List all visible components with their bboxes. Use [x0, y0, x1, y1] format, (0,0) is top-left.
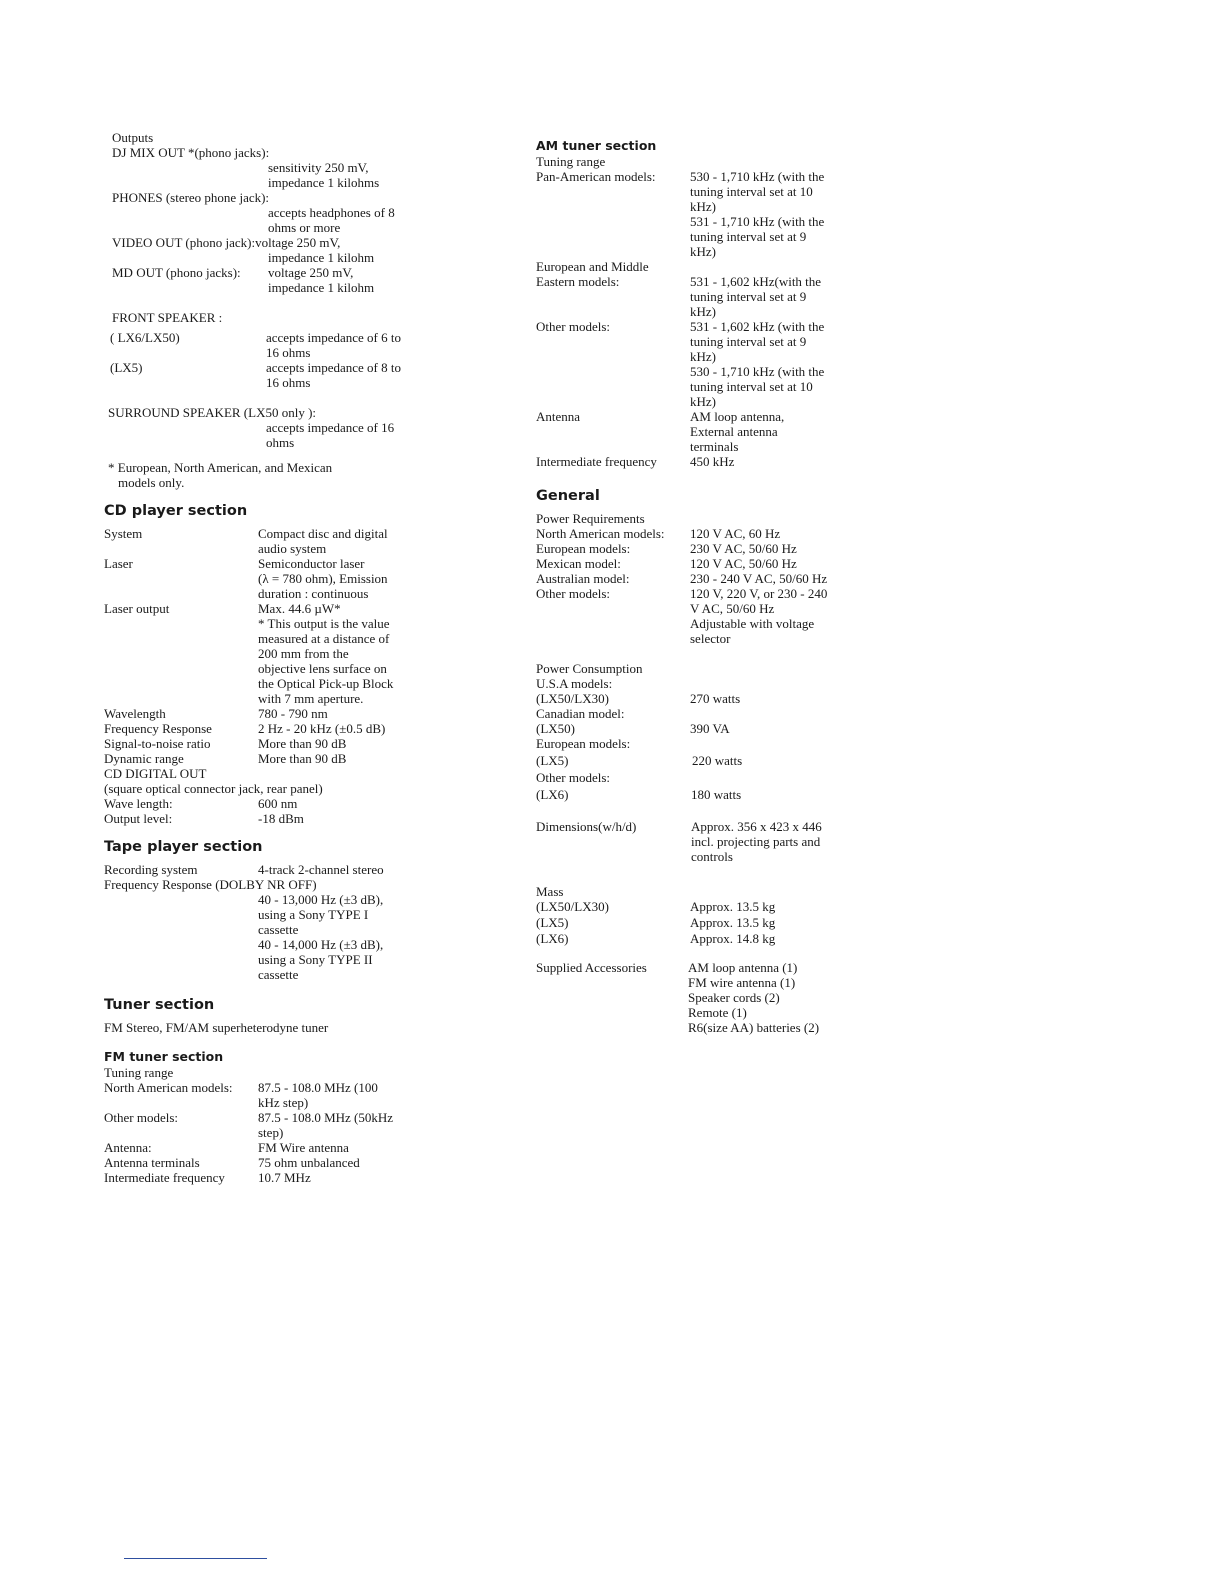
- power-european-row: [536, 541, 866, 556]
- cd-digital-out-desc: (square optical connector jack, rear panel): [104, 781, 323, 796]
- spec-line: cassette: [258, 967, 299, 982]
- spec-line: 120 V, 220 V, or 230 - 240: [690, 586, 828, 601]
- spec-label: MD OUT (phono jacks):: [112, 265, 241, 280]
- spec-value: Approx. 13.5 kg: [690, 915, 776, 930]
- mass-lx5-row: [536, 915, 866, 930]
- spec-line: 531 - 1,710 kHz (with the: [690, 214, 825, 229]
- spec-line: * This output is the value: [258, 616, 390, 631]
- spec-label: Other models:: [104, 1110, 179, 1125]
- spec-line: AM loop antenna,: [690, 409, 785, 424]
- spec-line: 531 - 1,602 kHz (with the: [690, 319, 825, 334]
- dimensions-row: [536, 819, 866, 864]
- consumption-usa-row: [536, 691, 866, 706]
- cd-system-row: [104, 526, 434, 556]
- spec-line: tuning interval set at 9: [690, 229, 807, 244]
- tuner-description: FM Stereo, FM/AM superheterodyne tuner: [104, 1020, 329, 1035]
- video-out-row: [104, 235, 434, 250]
- spec-label: Intermediate frequency: [104, 1170, 225, 1185]
- spec-label: Wavelength: [104, 706, 166, 721]
- am-tuning-range: Tuning range: [536, 154, 606, 169]
- spec-label: Antenna:: [104, 1140, 152, 1155]
- spec-label: (LX5): [536, 753, 569, 768]
- cd-frequency-row: [104, 721, 434, 736]
- spec-line: 87.5 - 108.0 MHz (100: [258, 1080, 378, 1095]
- spec-line: tuning interval set at 9: [690, 334, 807, 349]
- other-models-label: Other models:: [536, 770, 611, 785]
- spec-values: [690, 274, 866, 319]
- tape-recording-row: [104, 862, 434, 877]
- spec-value: -18 dBm: [258, 811, 304, 826]
- consumption-canadian-row: [536, 721, 866, 736]
- spec-line: 87.5 - 108.0 MHz (50kHz: [258, 1110, 394, 1125]
- spec-line: selector: [690, 631, 731, 646]
- spec-line: Max. 44.6 µW*: [258, 601, 341, 616]
- spec-label: ( LX6/LX50): [110, 330, 180, 345]
- cd-output-level-row: [104, 811, 434, 826]
- cd-section-title: CD player section: [104, 503, 248, 519]
- mass-lx6-row: [536, 931, 866, 946]
- spec-line: Speaker cords (2): [688, 990, 780, 1005]
- cd-laser-row: [104, 556, 434, 601]
- spec-label: (LX50/LX30): [536, 899, 609, 914]
- spec-label: Antenna terminals: [104, 1155, 200, 1170]
- spec-line: terminals: [690, 439, 739, 454]
- spec-values: [258, 1080, 434, 1110]
- footer-rule: [124, 1558, 267, 1559]
- mass-heading: Mass: [536, 884, 564, 899]
- mass-lx50-row: [536, 899, 866, 914]
- spec-line: (λ = 780 ohm), Emission: [258, 571, 388, 586]
- spec-label: North American models:: [536, 526, 665, 541]
- spec-line: sensitivity 250 mV,: [268, 160, 369, 175]
- spec-label: (LX50): [536, 721, 575, 736]
- spec-values: [691, 819, 866, 864]
- spec-values: [690, 409, 866, 454]
- spec-value: 270 watts: [690, 691, 741, 706]
- spec-line: 530 - 1,710 kHz (with the: [690, 364, 825, 379]
- spec-label: European models:: [536, 541, 631, 556]
- spec-value: 2 Hz - 20 kHz (±0.5 dB): [258, 721, 386, 736]
- surround-values: [104, 420, 434, 450]
- spec-value: voltage 250 mV,: [255, 235, 341, 250]
- spec-label: Supplied Accessories: [536, 960, 647, 975]
- spec-value: More than 90 dB: [258, 736, 347, 751]
- spec-values: [258, 1110, 434, 1140]
- spec-value: Approx. 14.8 kg: [690, 931, 776, 946]
- right-column: [536, 138, 866, 1035]
- accessories-row: [536, 960, 866, 1035]
- spec-value: 450 kHz: [690, 454, 735, 469]
- spec-label: Output level:: [104, 811, 173, 826]
- spec-line: 16 ohms: [266, 345, 311, 360]
- spec-value: 120 V AC, 50/60 Hz: [690, 556, 797, 571]
- general-section-title: General: [536, 488, 600, 504]
- spec-value: 120 V AC, 60 Hz: [690, 526, 781, 541]
- spec-line: R6(size AA) batteries (2): [688, 1020, 820, 1035]
- spec-values: [258, 526, 434, 556]
- spec-label: Wave length:: [104, 796, 173, 811]
- footnote: [104, 460, 434, 490]
- front-speaker-lx5-row: [104, 360, 434, 390]
- spec-line: Semiconductor laser: [258, 556, 365, 571]
- usa-models-label: U.S.A models:: [536, 676, 613, 691]
- spec-value: Approx. 13.5 kg: [690, 899, 776, 914]
- am-eastern-row: [536, 274, 866, 319]
- spec-label: Recording system: [104, 862, 198, 877]
- cd-wave-length-row: [104, 796, 434, 811]
- spec-label: Australian model:: [536, 571, 630, 586]
- spec-line: measured at a distance of: [258, 631, 390, 646]
- spec-value: 75 ohm unbalanced: [258, 1155, 360, 1170]
- spec-line: 531 - 1,602 kHz(with the: [690, 274, 822, 289]
- cd-dynamic-row: [104, 751, 434, 766]
- fm-north-american-row: [104, 1080, 434, 1110]
- spec-line: using a Sony TYPE I: [258, 907, 369, 922]
- spec-value: 390 VA: [690, 721, 730, 736]
- fm-other-row: [104, 1110, 434, 1140]
- spec-label: Laser output: [104, 601, 170, 616]
- phones-label: PHONES (stereo phone jack):: [112, 190, 270, 205]
- cd-snr-row: [104, 736, 434, 751]
- spec-line: 200 mm from the: [258, 646, 349, 661]
- spec-line: kHz step): [258, 1095, 309, 1110]
- spec-line: ohms or more: [268, 220, 341, 235]
- spec-label: Dynamic range: [104, 751, 184, 766]
- spec-line: tuning interval set at 10: [690, 184, 813, 199]
- am-section-title: AM tuner section: [536, 138, 657, 153]
- power-other-row: [536, 586, 866, 646]
- spec-line: controls: [691, 849, 733, 864]
- tuner-section-title: Tuner section: [104, 997, 215, 1013]
- spec-line: accepts impedance of 8 to: [266, 360, 401, 375]
- spec-values: [266, 360, 434, 390]
- footnote-line: models only.: [118, 475, 185, 490]
- spec-label: (LX6): [536, 787, 569, 802]
- spec-value: 230 V AC, 50/60 Hz: [690, 541, 797, 556]
- spec-value: FM Wire antenna: [258, 1140, 349, 1155]
- spec-line: 40 - 13,000 Hz (±3 dB),: [258, 892, 384, 907]
- spec-value: 180 watts: [691, 787, 742, 802]
- tape-frequency-values: [104, 892, 434, 982]
- canadian-model-label: Canadian model:: [536, 706, 625, 721]
- spec-values: [690, 169, 866, 259]
- am-european-heading: European and Middle: [536, 259, 649, 274]
- european-models-label: European models:: [536, 736, 631, 751]
- tape-section-title: Tape player section: [104, 839, 263, 855]
- spec-line: objective lens surface on: [258, 661, 387, 676]
- spec-line: accepts impedance of 16: [266, 420, 395, 435]
- spec-line: Adjustable with voltage: [690, 616, 815, 631]
- power-north-american-row: [536, 526, 866, 541]
- spec-line: with 7 mm aperture.: [258, 691, 364, 706]
- spec-value: 230 - 240 V AC, 50/60 Hz: [690, 571, 828, 586]
- power-requirements-heading: Power Requirements: [536, 511, 645, 526]
- spec-line: External antenna: [690, 424, 778, 439]
- spec-label: (LX6): [536, 931, 569, 946]
- left-column: [104, 130, 434, 1185]
- dj-mix-values: [104, 160, 434, 190]
- cd-digital-out: CD DIGITAL OUT: [104, 766, 207, 781]
- spec-label: Other models:: [536, 319, 611, 334]
- spec-values: [690, 586, 866, 646]
- tape-frequency-heading: Frequency Response (DOLBY NR OFF): [104, 877, 317, 892]
- spec-value: More than 90 dB: [258, 751, 347, 766]
- spec-line: V AC, 50/60 Hz: [690, 601, 775, 616]
- spec-line: kHz): [690, 304, 716, 319]
- spec-line: impedance 1 kilohms: [268, 175, 380, 190]
- fm-terminals-row: [104, 1155, 434, 1170]
- spec-line: Remote (1): [688, 1005, 747, 1020]
- am-pan-american-row: [536, 169, 866, 259]
- spec-line: tuning interval set at 10: [690, 379, 813, 394]
- spec-value: 10.7 MHz: [258, 1170, 311, 1185]
- spec-line: 40 - 14,000 Hz (±3 dB),: [258, 937, 384, 952]
- am-other-row: [536, 319, 866, 409]
- spec-label: North American models:: [104, 1080, 233, 1095]
- fm-if-row: [104, 1170, 434, 1185]
- spec-label: (LX50/LX30): [536, 691, 609, 706]
- spec-line: 530 - 1,710 kHz (with the: [690, 169, 825, 184]
- spec-label: Frequency Response: [104, 721, 212, 736]
- spec-line: duration : continuous: [258, 586, 369, 601]
- spec-label: Mexican model:: [536, 556, 621, 571]
- spec-line: tuning interval set at 9: [690, 289, 807, 304]
- spec-values: [258, 556, 434, 601]
- spec-values: [688, 960, 866, 1035]
- spec-value: 4-track 2-channel stereo: [258, 862, 384, 877]
- spec-line: audio system: [258, 541, 327, 556]
- spec-label: Pan-American models:: [536, 169, 656, 184]
- spec-line: Compact disc and digital: [258, 526, 388, 541]
- fm-antenna-row: [104, 1140, 434, 1155]
- spec-line: voltage 250 mV,: [268, 265, 354, 280]
- surround-speaker-label: SURROUND SPEAKER (LX50 only ):: [108, 405, 317, 420]
- spec-value: 600 nm: [258, 796, 298, 811]
- outputs-heading: Outputs: [112, 130, 154, 145]
- spec-line: incl. projecting parts and: [691, 834, 821, 849]
- am-if-row: [536, 454, 866, 469]
- spec-label: Other models:: [536, 586, 611, 601]
- spec-line: AM loop antenna (1): [688, 960, 798, 975]
- cd-laser-output-row: [104, 601, 434, 706]
- spec-line: accepts impedance of 6 to: [266, 330, 401, 345]
- spec-line: the Optical Pick-up Block: [258, 676, 394, 691]
- spec-line: impedance 1 kilohm: [268, 280, 375, 295]
- spec-label: VIDEO OUT (phono jack):: [112, 235, 256, 250]
- front-speaker-heading: FRONT SPEAKER :: [112, 310, 223, 325]
- spec-line: kHz): [690, 394, 716, 409]
- spec-line: step): [258, 1125, 284, 1140]
- spec-label: (LX5): [110, 360, 143, 375]
- spec-label: Eastern models:: [536, 274, 620, 289]
- front-speaker-lx6-row: [104, 330, 434, 360]
- spec-label: Dimensions(w/h/d): [536, 819, 637, 834]
- spec-line: Approx. 356 x 423 x 446: [691, 819, 822, 834]
- spec-line: kHz): [690, 244, 716, 259]
- fm-tuning-range: Tuning range: [104, 1065, 174, 1080]
- spec-label: (LX5): [536, 915, 569, 930]
- phones-values: [104, 205, 434, 235]
- spec-line: impedance 1 kilohm: [268, 250, 375, 265]
- power-consumption-heading: Power Consumption: [536, 661, 643, 676]
- am-antenna-row: [536, 409, 866, 454]
- spec-line: ohms: [266, 435, 295, 450]
- spec-values: [266, 330, 434, 360]
- spec-values: [258, 601, 434, 706]
- consumption-other-row: [536, 787, 866, 802]
- consumption-european-row: [536, 753, 866, 768]
- spec-label: Laser: [104, 556, 133, 571]
- spec-line: using a Sony TYPE II: [258, 952, 373, 967]
- spec-value: 220 watts: [692, 753, 743, 768]
- spec-line: 16 ohms: [266, 375, 311, 390]
- spec-line: kHz): [690, 199, 716, 214]
- spec-label: Antenna: [536, 409, 581, 424]
- md-out-row: [104, 265, 434, 295]
- spec-label: System: [104, 526, 143, 541]
- power-mexican-row: [536, 556, 866, 571]
- footnote-line: * European, North American, and Mexican: [108, 460, 333, 475]
- power-australian-row: [536, 571, 866, 586]
- cd-wavelength-row: [104, 706, 434, 721]
- spec-value: 780 - 790 nm: [258, 706, 328, 721]
- md-values: [268, 265, 434, 295]
- dj-mix-label: DJ MIX OUT *(phono jacks):: [112, 145, 270, 160]
- spec-line: accepts headphones of 8: [268, 205, 395, 220]
- spec-line: kHz): [690, 349, 716, 364]
- spec-label: Intermediate frequency: [536, 454, 657, 469]
- spec-values: [690, 319, 866, 409]
- spec-line: FM wire antenna (1): [688, 975, 796, 990]
- spec-label: Signal-to-noise ratio: [104, 736, 211, 751]
- fm-section-title: FM tuner section: [104, 1049, 224, 1064]
- spec-line: cassette: [258, 922, 299, 937]
